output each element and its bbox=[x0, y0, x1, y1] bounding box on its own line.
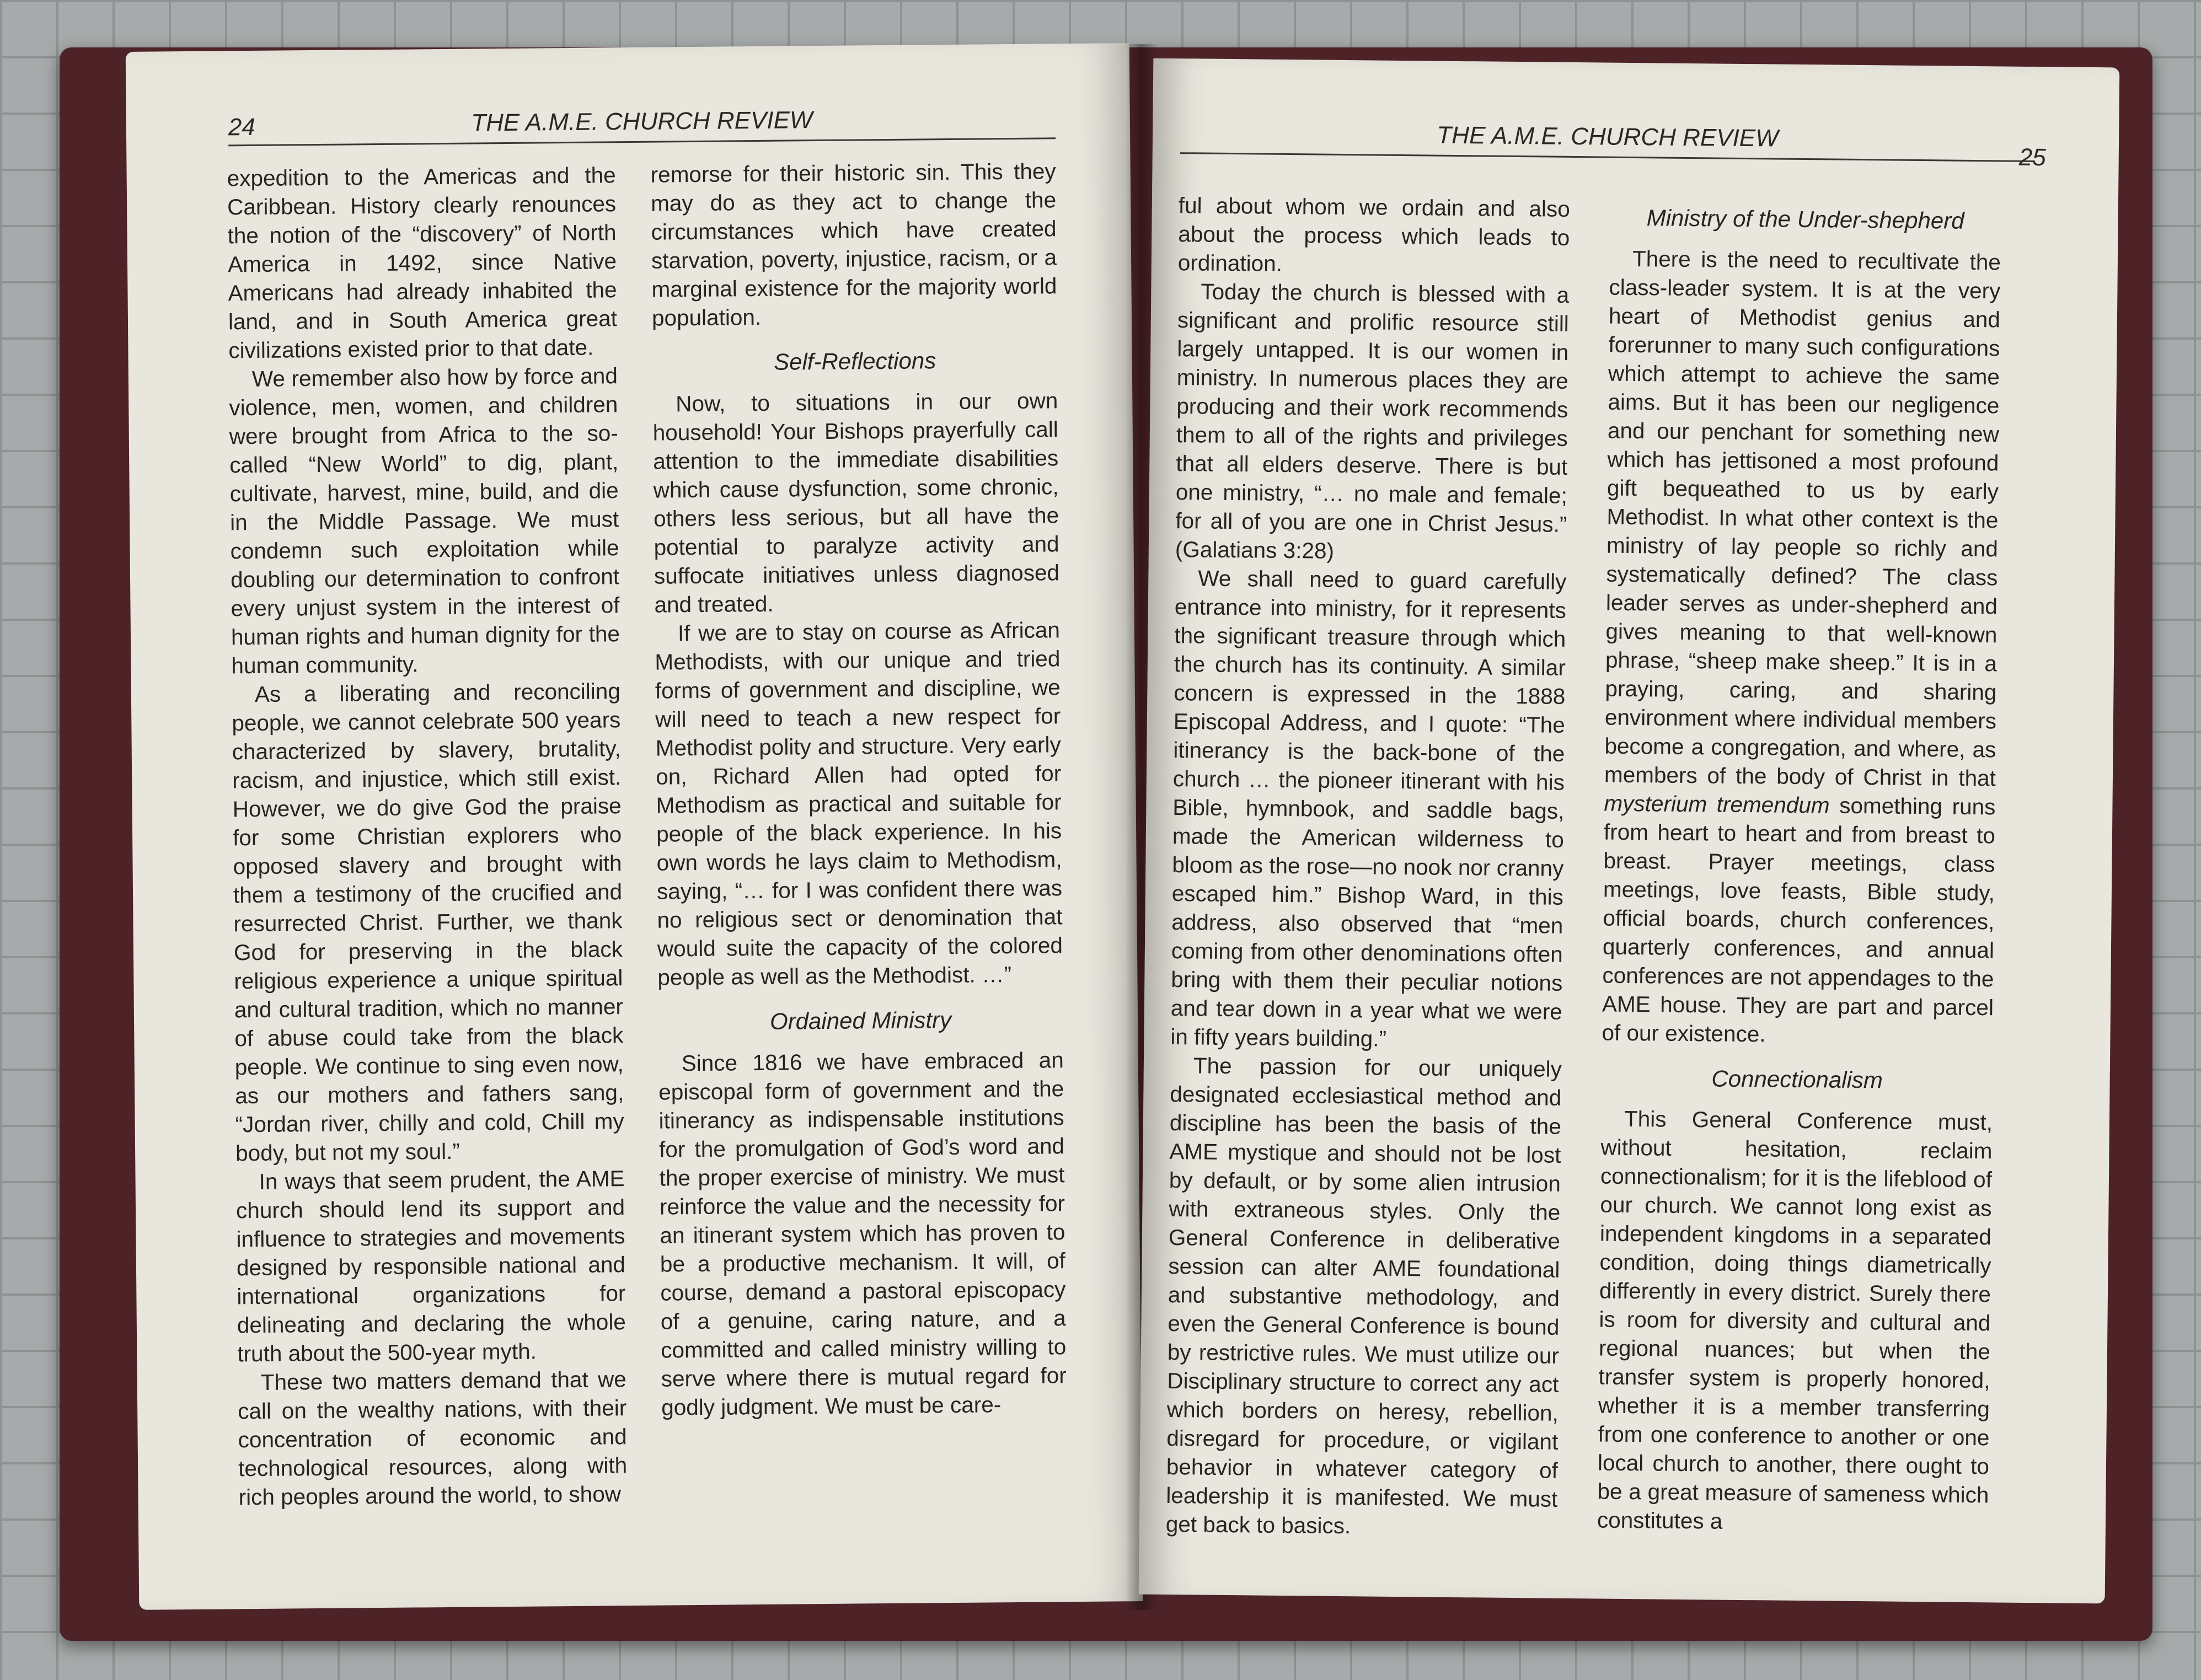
paragraph bbox=[1602, 244, 2001, 1051]
paragraph: ful about whom we ordain and also about the process which leads to ordination. bbox=[1177, 192, 1571, 276]
paragraph: Today the church is blessed with a significant and prolific resource still largely untapped. It is our women in ministry. In numerous places they are producing and their work recommends them to all of the rights and privileges that all elders deserve. There is but one ministry, “… no male and female; for all of you are one in Christ Jesus.” (Galatians 3:28) bbox=[1175, 278, 1570, 563]
left-page bbox=[126, 43, 1143, 1610]
section-heading: Ministry of the Under-shepherd bbox=[1646, 205, 1964, 234]
text-column-2 bbox=[650, 157, 1067, 1421]
paragraph-text: something runs from heart to heart and from breast to breast. Prayer meetings, class meetings, love feasts, Bible study, official boards, church conferences, quarterly conferences, and annual conferences are not appendages to the AME house. They are part and parcel of our existence. bbox=[1602, 792, 1996, 1047]
latin-phrase: mysterium tremendum bbox=[1604, 790, 1830, 818]
paragraph: If we are to stay on course as African Methodists, with our unique and tried forms of government and discipline, we will need to teach a new respect for Methodist polity and structure. Very early on, Richard Allen had opted for Methodism as practical and suitable for people of the black experience. In his own words he lays claim to Methodism, saying, “… for I was confident there was no religious sect or denomination that would suite the capacity of the colored people as well as the Methodist. …” bbox=[655, 617, 1063, 990]
running-head-title: THE A.M.E. CHURCH REVIEW bbox=[1437, 121, 1779, 152]
paragraph: In ways that seem prudent, the AME church should lend its support and influence to strategies and movements designed by responsible national and international organizations for delineating and declaring the whole truth about the 500-year myth. bbox=[235, 1166, 626, 1367]
paragraph: This General Conference must, without hesitation, reclaim connectionalism; for it is the lifeblood of our church. We cannot long exist as independent kingdoms in a separated condition, doing things diametrically differently in every district. Surely there is room for diversity and cultural and regional nuances; but when the transfer system is properly honored, whether it is a member transferring from one conference to another or one local church to another, there ought to be a great measure of sameness which constitutes a bbox=[1597, 1105, 1993, 1534]
running-head bbox=[1180, 119, 2046, 171]
paragraph: These two matters demand that we call on the wealthy nations, with their concentration of economic and technological resources, along with rich peoples around the world, to show bbox=[238, 1366, 628, 1510]
page-number: 24 bbox=[228, 113, 256, 141]
text-column-2 bbox=[1597, 203, 2001, 1538]
page-number: 25 bbox=[2018, 143, 2046, 171]
paragraph: The passion for our uniquely designated ecclesiastical method and discipline has been the basis of the AME mystique and should not be lost by default, or by some alien intrusion with extraneous styles. Only the General Conference in deliberative session can alter AME foundational and substantive methodology, and even the General Conference is bound by restrictive rules. We must utilize our Disciplinary structure to correct any act which borders on heresy, rebellion, disregard for procedure, or vigilant behavior in whatever category of leadership it is manifested. We must get back to basics. bbox=[1165, 1053, 1562, 1539]
running-head bbox=[228, 104, 1056, 146]
paragraph: We remember also how by force and violence, men, women, and children were brought from Africa to the so-called “New World” to dig, plant, cultivate, harvest, mine, build, and die in the Middle Passage. We must condemn such exploitation while doubling our determination to confront every unjust system in the interest of human rights and human dignity for the human community. bbox=[229, 363, 620, 679]
paragraph: expedition to the Americas and the Caribbean. History clearly renounces the notion of the “discovery” of North America in 1492, since Native Americans had already inhabited the land, and in South America great civilizations existed prior to that date. bbox=[227, 162, 618, 363]
paragraph: As a liberating and reconciling people, we cannot celebrate 500 years characterized by slavery, brutality, racism, and injustice, which still exist. However, we do give God the praise for some Christian explorers who opposed slavery and brought with them a testimony of the crucified and resurrected Christ. Further, we thank God for preserving in the black religious experience a unique spiritual and cultural tradition, which no manner of abuse could take from the black people. We continue to sing even now, as our mothers and fathers sang, “Jordan river, chilly and cold, Chill my body, but not my soul.” bbox=[232, 678, 624, 1166]
section-heading: Self-Reflections bbox=[773, 347, 936, 375]
text-column-1 bbox=[227, 160, 627, 1511]
right-page bbox=[1139, 58, 2120, 1604]
paragraph: remorse for their historic sin. This they may do as they act to change the circumstances which have created starvation, poverty, injustice, racism, or a marginal existence for the majority world population. bbox=[650, 158, 1057, 331]
paragraph: Since 1816 we have embraced an episcopal form of government and the itinerancy as indispensable institutions for the promulgation of God’s word and the proper exercise of ministry. We must reinforce the value and the necessity for an itinerant system which has proven to be a productive mechanism. It will, of course, demand a pastoral episcopacy of a genuine, caring nature, and a committed and called ministry willing to serve where there is mutual regard for godly judgment. We must be care- bbox=[658, 1047, 1067, 1420]
running-head-title: THE A.M.E. CHURCH REVIEW bbox=[470, 106, 813, 137]
paragraph: Now, to situations in our own household! Your Bishops prayerfully call attention to the immediate disabilities which cause dysfunction, some chronic, others less serious, but all have the potential to paralyze activity and suffocate initiatives unless diagnosed and treated. bbox=[652, 388, 1060, 618]
paragraph-text: There is the need to recultivate the class-leader system. It is at the very heart of Methodist genius and forerunner to many such configurations which attempt to achieve the same aims. But it has been our negligence and our penchant for something new which has jettisoned a most profound gift bequeathed to us by early Methodist. In what other context is the ministry of lay people so richly and systematically defined? The class leader serves as under-shepherd and gives meaning to that well-known phrase, “sheep make sheep.” It is in a praying, caring, and sharing environment where individual members become a congregation, and where, as members of the body of Christ in that bbox=[1604, 246, 2001, 791]
text-column-1 bbox=[1166, 191, 1570, 1542]
paragraph: We shall need to guard carefully entrance into ministry, for it represents the significant treasure through which the church has its continuity. A similar concern is expressed in the 1888 Episcopal Address, and I quote: “The itinerancy is the back-bone of the church … the pioneer itinerant with his Bible, hymnbook, and saddle bags, made the American wilderness to bloom as the rose—no nook nor cranny escaped him.” Bishop Ward, in this address, also observed that “men coming from other denominations often bring with them their peculiar notions and tear down in a year what we were in fifty years building.” bbox=[1170, 565, 1567, 1051]
section-heading: Ordained Ministry bbox=[769, 1006, 952, 1034]
section-heading: Connectionalism bbox=[1711, 1065, 1883, 1093]
